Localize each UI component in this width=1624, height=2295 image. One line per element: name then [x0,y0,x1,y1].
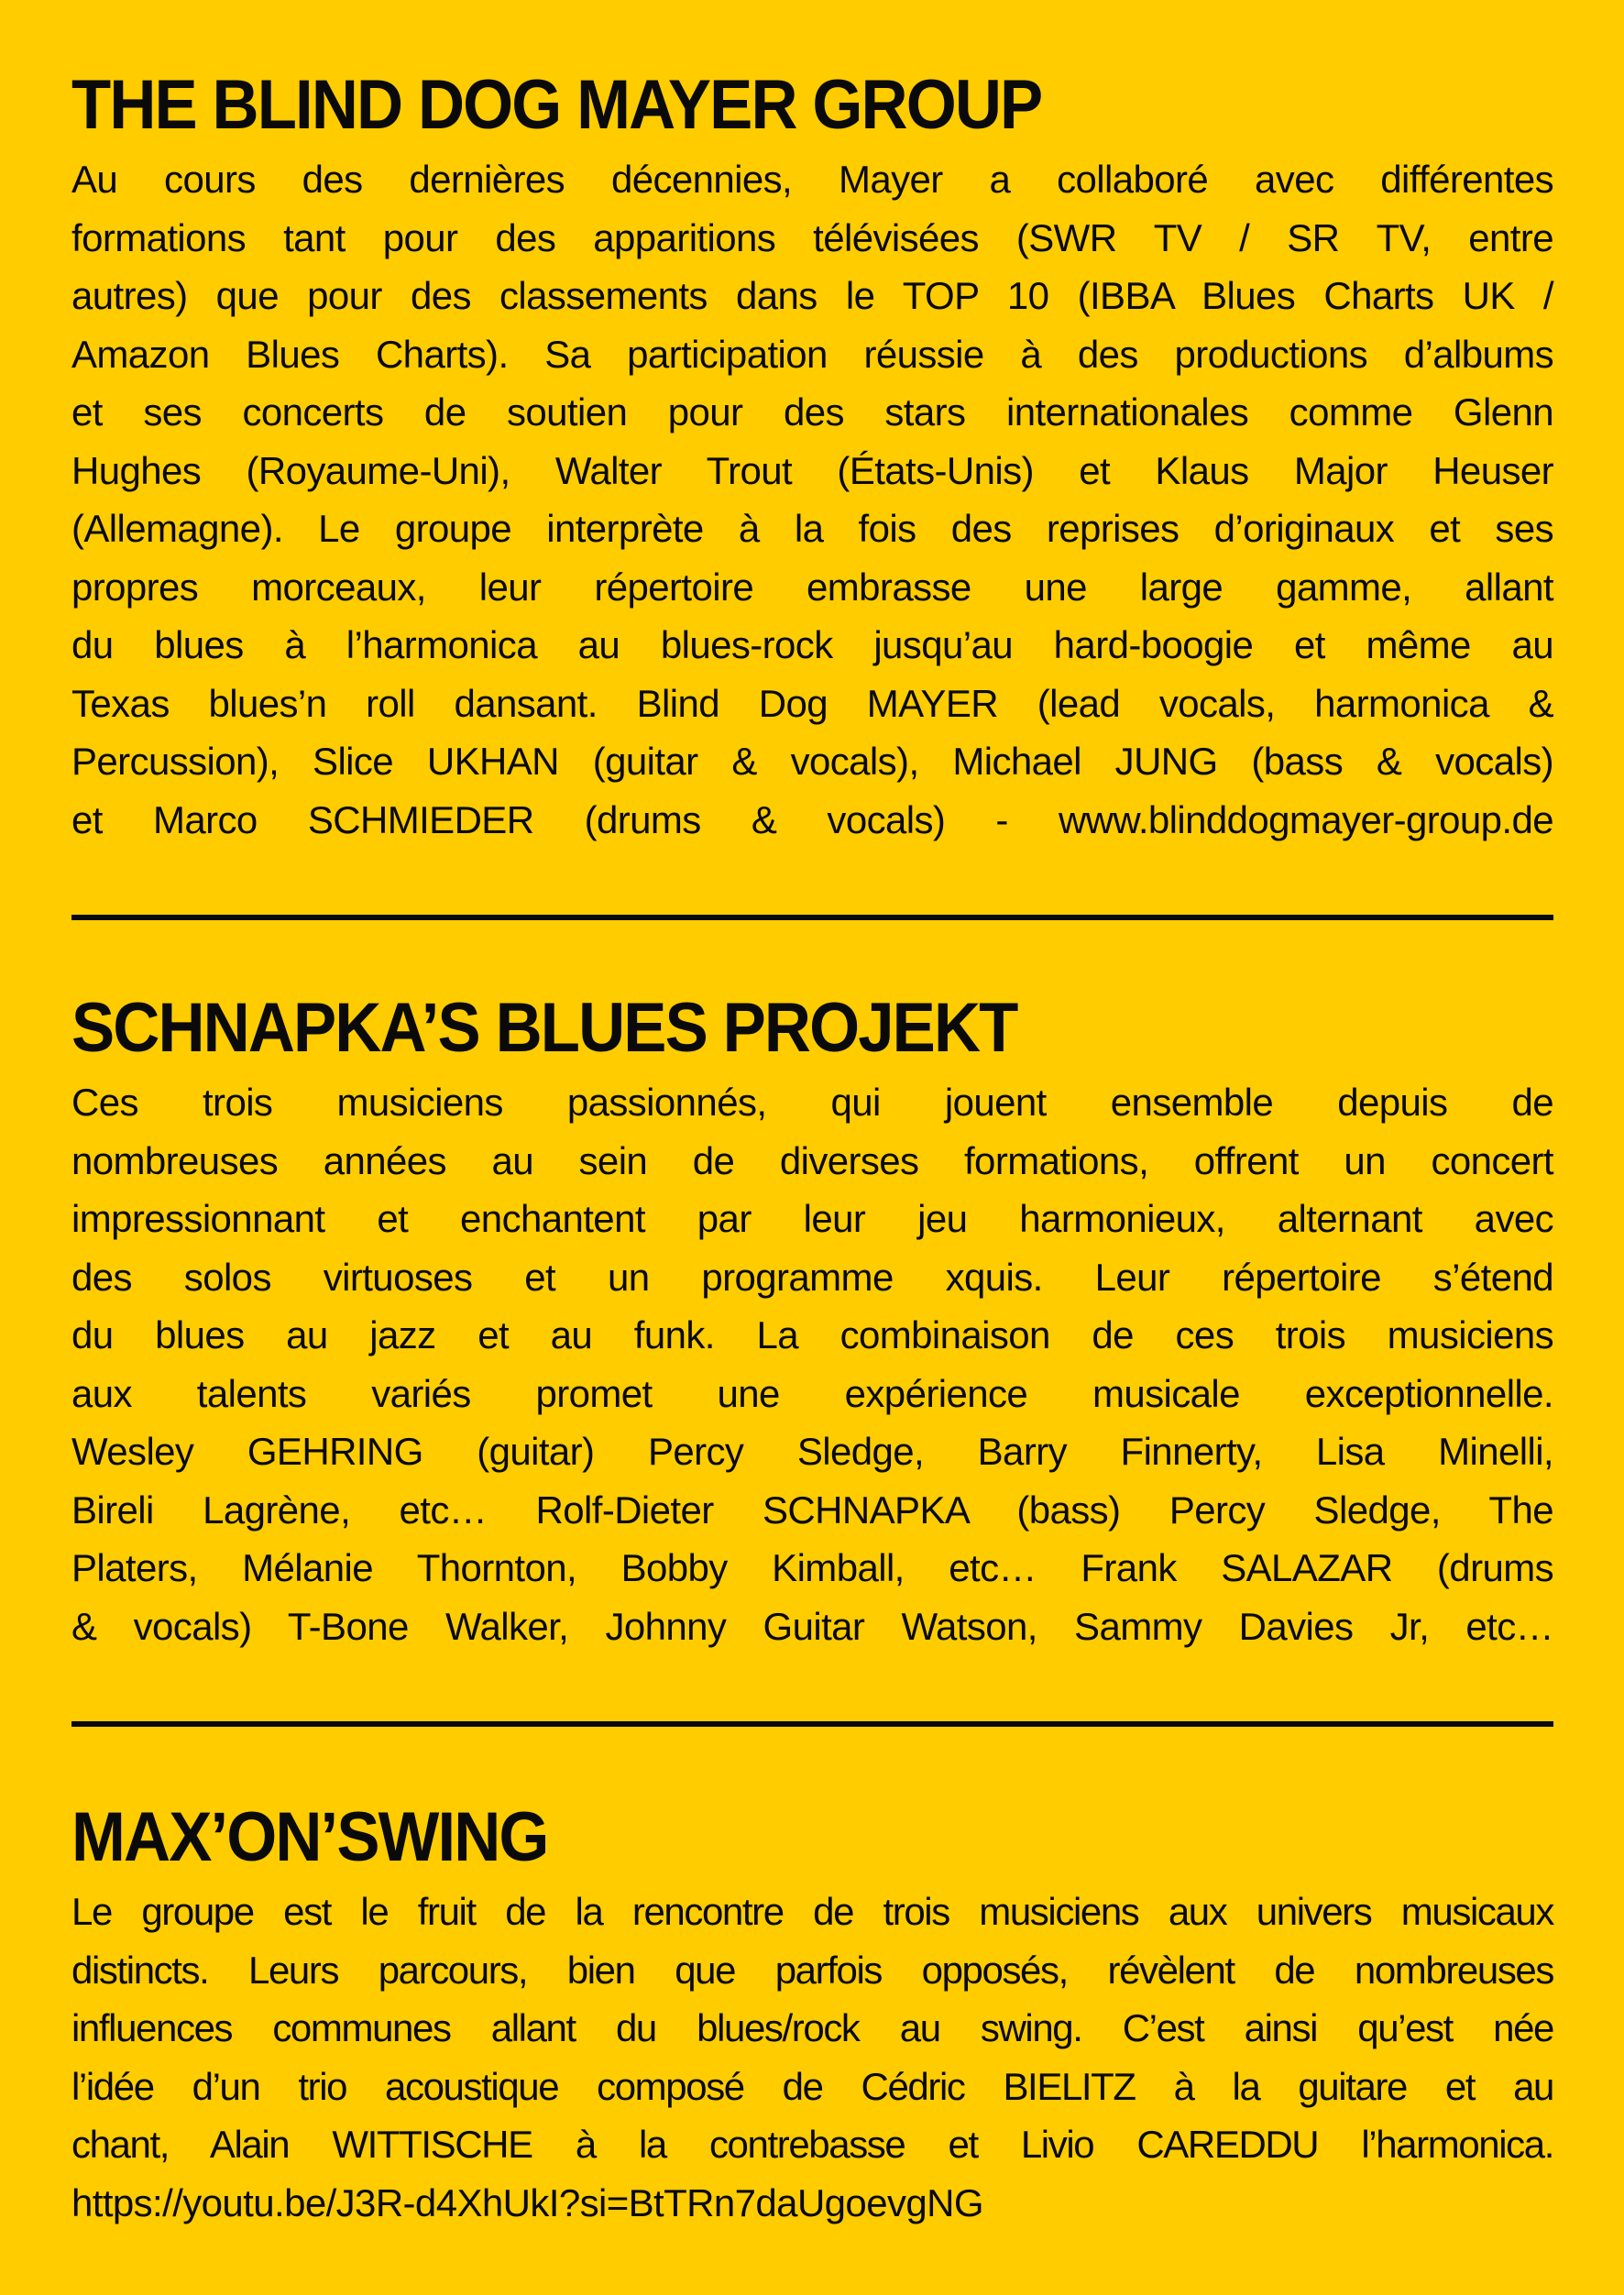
body-line: Texas blues’n roll dansant. Blind Dog MAYER (lead vocals, harmonica & [71,681,1553,725]
body-line: & vocals) T-Bone Walker, Johnny Guitar Watson, Sammy Davies Jr, etc… [71,1604,1553,1648]
section-title: THE BLIND DOG MAYER GROUP [71,66,1042,144]
body-line: Bireli Lagrène, etc… Rolf-Dieter SCHNAPKA (bass) Percy Sledge, The [71,1488,1553,1532]
body-line: Ces trois musiciens passionnés, qui jouent ensemble depuis de [71,1081,1553,1124]
section-blind-dog-mayer-group [71,64,1553,845]
body-line: impressionnant et enchantent par leur jeu harmonieux, alternant avec [71,1197,1553,1240]
body-line: autres) que pour des classements dans le TOP 10 (IBBA Blues Charts UK / [71,274,1553,317]
body-line: et ses concerts de soutien pour des stars internationales comme Glenn [71,390,1553,434]
body-line: Percussion), Slice UKHAN (guitar & vocals), Michael JUNG (bass & vocals) [71,740,1553,783]
body-line: propres morceaux, leur répertoire embrasse une large gamme, allant [71,565,1553,609]
body-line: l’idée d’un trio acoustique composé de Cédric BIELITZ à la guitare et au [71,2064,1553,2108]
youtube-link[interactable]: https://youtu.be/J3R-d4XhUkI?si=BtTRn7daUgoevgNG [71,2180,983,2224]
section-divider [71,915,1553,920]
section-title: SCHNAPKA’S BLUES PROJEKT [71,989,1017,1067]
body-line: du blues à l’harmonica au blues-rock jusqu’au hard-boogie et même au [71,623,1553,666]
body-line: influences communes allant du blues/rock au swing. C’est ainsi qu’est née [71,2006,1553,2049]
body-line: chant, Alain WITTISCHE à la contrebasse et Livio CAREDDU l’harmonica. [71,2123,1553,2166]
body-line: Platers, Mélanie Thornton, Bobby Kimball, etc… Frank SALAZAR (drums [71,1546,1553,1589]
body-line: formations tant pour des apparitions télévisées (SWR TV / SR TV, entre [71,215,1553,259]
body-line: aux talents variés promet une expérience musicale exceptionnelle. [71,1371,1553,1415]
section-body [71,1883,1553,2232]
section-max-on-swing [71,1796,1553,2228]
body-line: (Allemagne). Le groupe interprète à la fois des reprises d’originaux et ses [71,507,1553,550]
section-divider [71,1721,1553,1727]
section-schnapkas-blues-projekt [71,987,1553,1652]
body-line: des solos virtuoses et un programme xquis. Leur répertoire s’étend [71,1255,1553,1299]
body-line: du blues au jazz et au funk. La combinaison de ces trois musiciens [71,1313,1553,1356]
body-line: Le groupe est le fruit de la rencontre de trois musiciens aux univers musicaux [71,1890,1553,1933]
body-line: Hughes (Royaume-Uni), Walter Trout (États-Unis) et Klaus Major Heuser [71,448,1553,492]
body-line: Au cours des dernières décennies, Mayer a collaboré avec différentes [71,158,1553,201]
body-line: distincts. Leurs parcours, bien que parfois opposés, révèlent de nombreuses [71,1948,1553,1992]
section-title: MAX’ON’SWING [71,1798,548,1876]
section-body [71,1073,1553,1655]
body-line: Wesley GEHRING (guitar) Percy Sledge, Barry Finnerty, Lisa Minelli, [71,1430,1553,1473]
body-line: nombreuses années au sein de diverses formations, offrent un concert [71,1138,1553,1182]
section-body [71,150,1553,849]
body-line-website[interactable]: et Marco SCHMIEDER (drums & vocals) - www.blinddogmayer-group.de [71,797,1553,841]
body-line: Amazon Blues Charts). Sa participation réussie à des productions d’albums [71,332,1553,376]
